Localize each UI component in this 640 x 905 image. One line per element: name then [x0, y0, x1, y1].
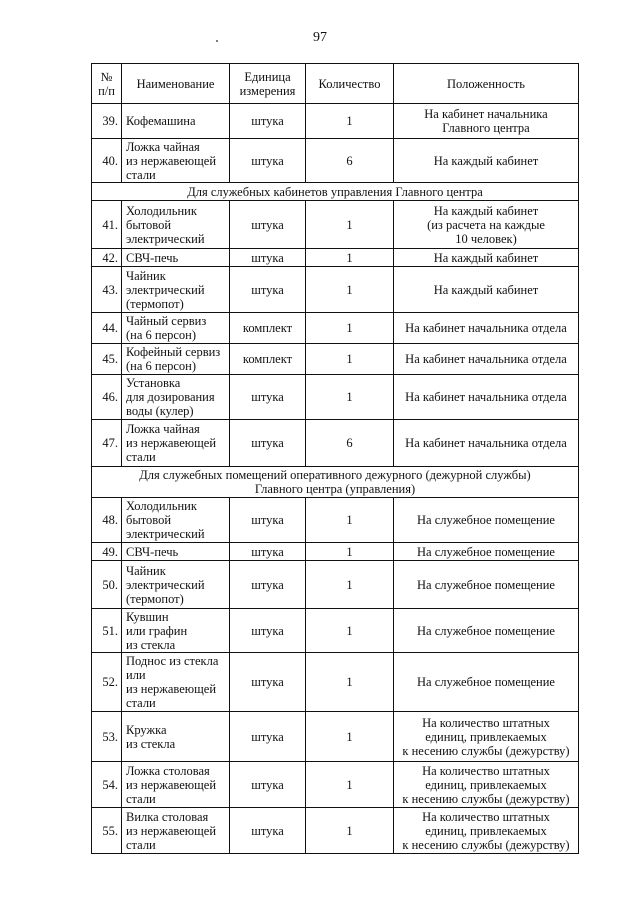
item-quantity: 1 — [306, 313, 394, 344]
table-row — [92, 313, 579, 344]
table-header-row — [92, 64, 579, 104]
table-row — [92, 249, 579, 267]
item-norm: На количество штатных единиц, привлекаемых к несению службы (дежурству) — [394, 712, 579, 762]
item-name: Кофемашина — [122, 104, 230, 139]
table-row — [92, 420, 579, 467]
item-quantity: 1 — [306, 498, 394, 543]
row-number: 48. — [92, 498, 122, 543]
item-unit: штука — [230, 712, 306, 762]
item-quantity: 6 — [306, 139, 394, 183]
item-norm: На каждый кабинет — [394, 249, 579, 267]
item-name: Холодильник бытовой электрический — [122, 498, 230, 543]
item-norm: На кабинет начальника отдела — [394, 375, 579, 420]
item-unit: штука — [230, 249, 306, 267]
row-number: 46. — [92, 375, 122, 420]
equipment-table — [91, 63, 579, 854]
item-name: Установка для дозирования воды (кулер) — [122, 375, 230, 420]
table-row — [92, 609, 579, 653]
row-number: 53. — [92, 712, 122, 762]
item-norm: На каждый кабинет — [394, 139, 579, 183]
table-row — [92, 543, 579, 561]
item-quantity: 1 — [306, 104, 394, 139]
row-number: 54. — [92, 762, 122, 808]
item-quantity: 1 — [306, 543, 394, 561]
section-row — [92, 183, 579, 201]
header-number: № п/п — [92, 64, 122, 104]
row-number: 49. — [92, 543, 122, 561]
item-name: Кувшин или графин из стекла — [122, 609, 230, 653]
section-title: Для служебных кабинетов управления Главного центра — [92, 183, 579, 201]
item-name: СВЧ-печь — [122, 543, 230, 561]
table-row — [92, 498, 579, 543]
row-number: 45. — [92, 344, 122, 375]
row-number: 51. — [92, 609, 122, 653]
row-number: 41. — [92, 201, 122, 249]
row-number: 40. — [92, 139, 122, 183]
row-number: 44. — [92, 313, 122, 344]
item-norm: На кабинет начальника отдела — [394, 313, 579, 344]
item-quantity: 1 — [306, 249, 394, 267]
item-quantity: 1 — [306, 653, 394, 712]
header-quantity: Количество — [306, 64, 394, 104]
table-row — [92, 104, 579, 139]
item-name: Холодильник бытовой электрический — [122, 201, 230, 249]
item-quantity: 1 — [306, 375, 394, 420]
table-row — [92, 762, 579, 808]
row-number: 55. — [92, 808, 122, 854]
item-unit: штука — [230, 201, 306, 249]
table-row — [92, 201, 579, 249]
item-name: Чайник электрический (термопот) — [122, 267, 230, 313]
item-unit: штука — [230, 609, 306, 653]
table-row — [92, 139, 579, 183]
header-norm: Положенность — [394, 64, 579, 104]
row-number: 52. — [92, 653, 122, 712]
item-norm: На кабинет начальника отдела — [394, 420, 579, 467]
header-name: Наименование — [122, 64, 230, 104]
section-row — [92, 467, 579, 498]
item-name: Ложка столовая из нержавеющей стали — [122, 762, 230, 808]
item-quantity: 1 — [306, 561, 394, 609]
scan-dot — [216, 40, 218, 42]
item-norm: На служебное помещение — [394, 543, 579, 561]
row-number: 42. — [92, 249, 122, 267]
item-norm: На служебное помещение — [394, 561, 579, 609]
item-norm: На кабинет начальника Главного центра — [394, 104, 579, 139]
item-unit: штука — [230, 267, 306, 313]
item-unit: штука — [230, 420, 306, 467]
item-unit: комплект — [230, 344, 306, 375]
item-norm: На количество штатных единиц, привлекаемых к несению службы (дежурству) — [394, 762, 579, 808]
item-norm: На количество штатных единиц, привлекаемых к несению службы (дежурству) — [394, 808, 579, 854]
item-norm: На служебное помещение — [394, 653, 579, 712]
item-norm: На кабинет начальника отдела — [394, 344, 579, 375]
item-name: Чайник электрический (термопот) — [122, 561, 230, 609]
item-norm: На каждый кабинет — [394, 267, 579, 313]
item-quantity: 1 — [306, 609, 394, 653]
item-quantity: 1 — [306, 267, 394, 313]
item-unit: штука — [230, 139, 306, 183]
table-row — [92, 808, 579, 854]
item-name: Поднос из стекла или из нержавеющей стали — [122, 653, 230, 712]
header-unit: Единица измерения — [230, 64, 306, 104]
item-unit: комплект — [230, 313, 306, 344]
item-unit: штука — [230, 653, 306, 712]
item-unit: штука — [230, 762, 306, 808]
item-norm: На служебное помещение — [394, 609, 579, 653]
table-body — [92, 104, 579, 854]
row-number: 39. — [92, 104, 122, 139]
row-number: 50. — [92, 561, 122, 609]
table-row — [92, 375, 579, 420]
item-name: Кружка из стекла — [122, 712, 230, 762]
page-number: 97 — [313, 30, 327, 45]
item-quantity: 1 — [306, 344, 394, 375]
item-quantity: 1 — [306, 712, 394, 762]
item-unit: штука — [230, 543, 306, 561]
table-row — [92, 344, 579, 375]
item-name: Вилка столовая из нержавеющей стали — [122, 808, 230, 854]
item-norm: На служебное помещение — [394, 498, 579, 543]
row-number: 43. — [92, 267, 122, 313]
section-title: Для служебных помещений оперативного дежурного (дежурной службы) Главного центра (управления) — [92, 467, 579, 498]
item-unit: штука — [230, 104, 306, 139]
table-row — [92, 561, 579, 609]
row-number: 47. — [92, 420, 122, 467]
item-unit: штука — [230, 561, 306, 609]
table-row — [92, 267, 579, 313]
item-unit: штука — [230, 498, 306, 543]
item-quantity: 1 — [306, 808, 394, 854]
item-unit: штука — [230, 375, 306, 420]
item-name: Ложка чайная из нержавеющей стали — [122, 139, 230, 183]
item-name: Ложка чайная из нержавеющей стали — [122, 420, 230, 467]
table-row — [92, 712, 579, 762]
item-norm: На каждый кабинет (из расчета на каждые 10 человек) — [394, 201, 579, 249]
table-row — [92, 653, 579, 712]
item-unit: штука — [230, 808, 306, 854]
item-quantity: 1 — [306, 201, 394, 249]
item-name: Чайный сервиз (на 6 персон) — [122, 313, 230, 344]
item-quantity: 6 — [306, 420, 394, 467]
item-name: Кофейный сервиз (на 6 персон) — [122, 344, 230, 375]
item-name: СВЧ-печь — [122, 249, 230, 267]
item-quantity: 1 — [306, 762, 394, 808]
